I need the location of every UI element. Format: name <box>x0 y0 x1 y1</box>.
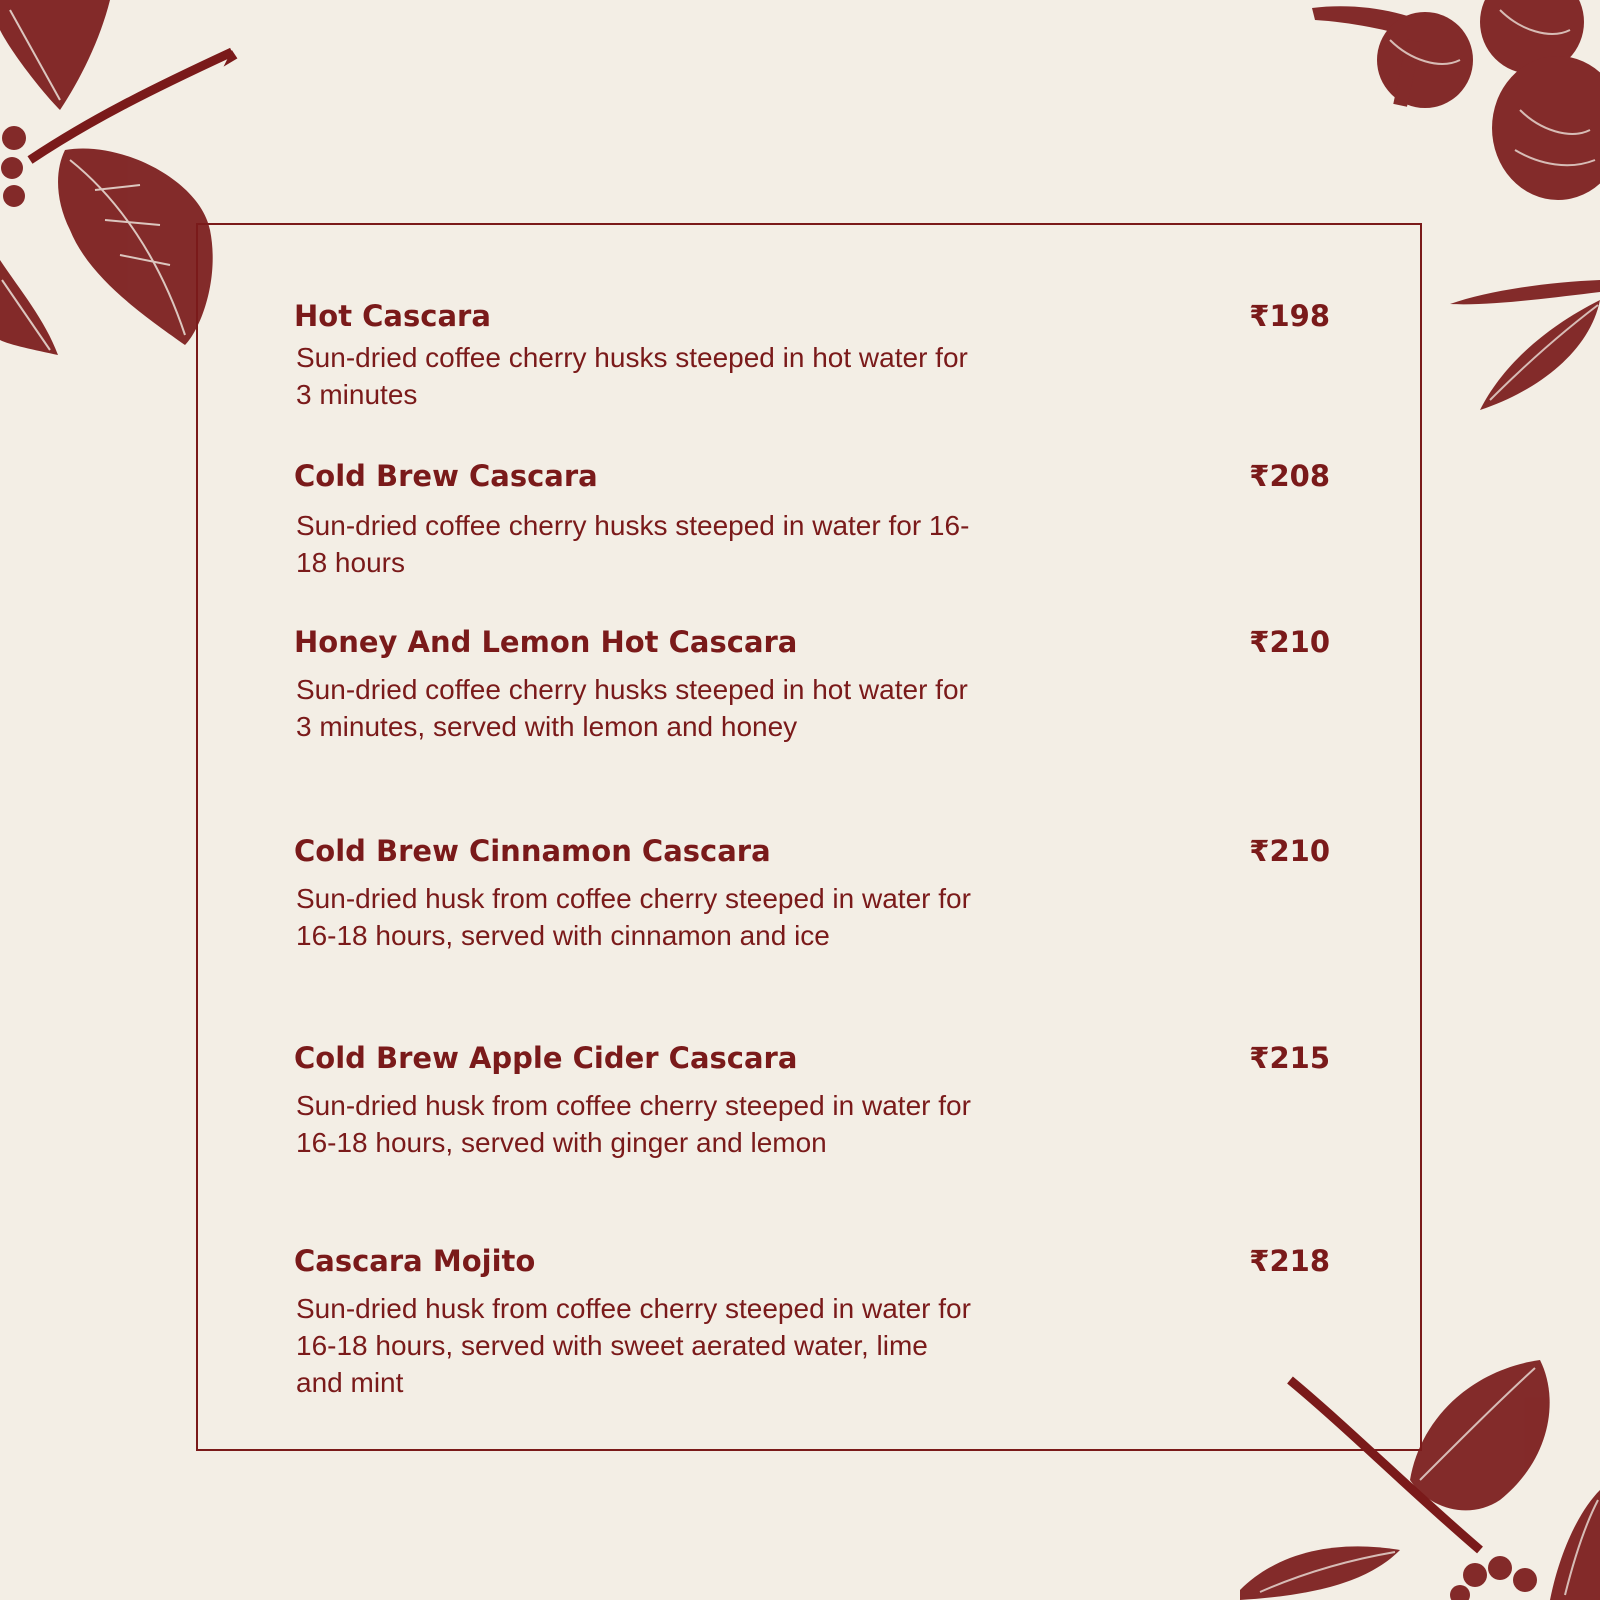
item-name: Hot Cascara <box>294 299 491 333</box>
item-price: ₹210 <box>1249 625 1330 659</box>
item-description: Sun-dried husk from coffee cherry steeped in water for 16-18 hours, served with sweet aerated water, lime and mint <box>296 1293 971 1398</box>
item-name: Cold Brew Cascara <box>294 459 598 493</box>
item-price: ₹208 <box>1249 459 1330 493</box>
menu-frame <box>196 223 1422 1451</box>
item-price: ₹218 <box>1249 1244 1330 1278</box>
item-price: ₹210 <box>1249 834 1330 868</box>
item-description: Sun-dried husk from coffee cherry steeped in water for 16-18 hours, served with ginger and lemon <box>296 1090 971 1158</box>
item-description: Sun-dried coffee cherry husks steeped in hot water for 3 minutes <box>296 342 968 410</box>
item-name: Cold Brew Apple Cider Cascara <box>294 1041 798 1075</box>
item-description: Sun-dried husk from coffee cherry steeped in water for 16-18 hours, served with cinnamon and ice <box>296 883 971 951</box>
item-description: Sun-dried coffee cherry husks steeped in water for 16-18 hours <box>296 510 970 578</box>
item-price: ₹215 <box>1249 1041 1330 1075</box>
item-description: Sun-dried coffee cherry husks steeped in hot water for 3 minutes, served with lemon and honey <box>296 674 968 742</box>
item-name: Honey And Lemon Hot Cascara <box>294 625 798 659</box>
item-price: ₹198 <box>1249 299 1330 333</box>
item-name: Cascara Mojito <box>294 1244 536 1278</box>
item-name: Cold Brew Cinnamon Cascara <box>294 834 771 868</box>
